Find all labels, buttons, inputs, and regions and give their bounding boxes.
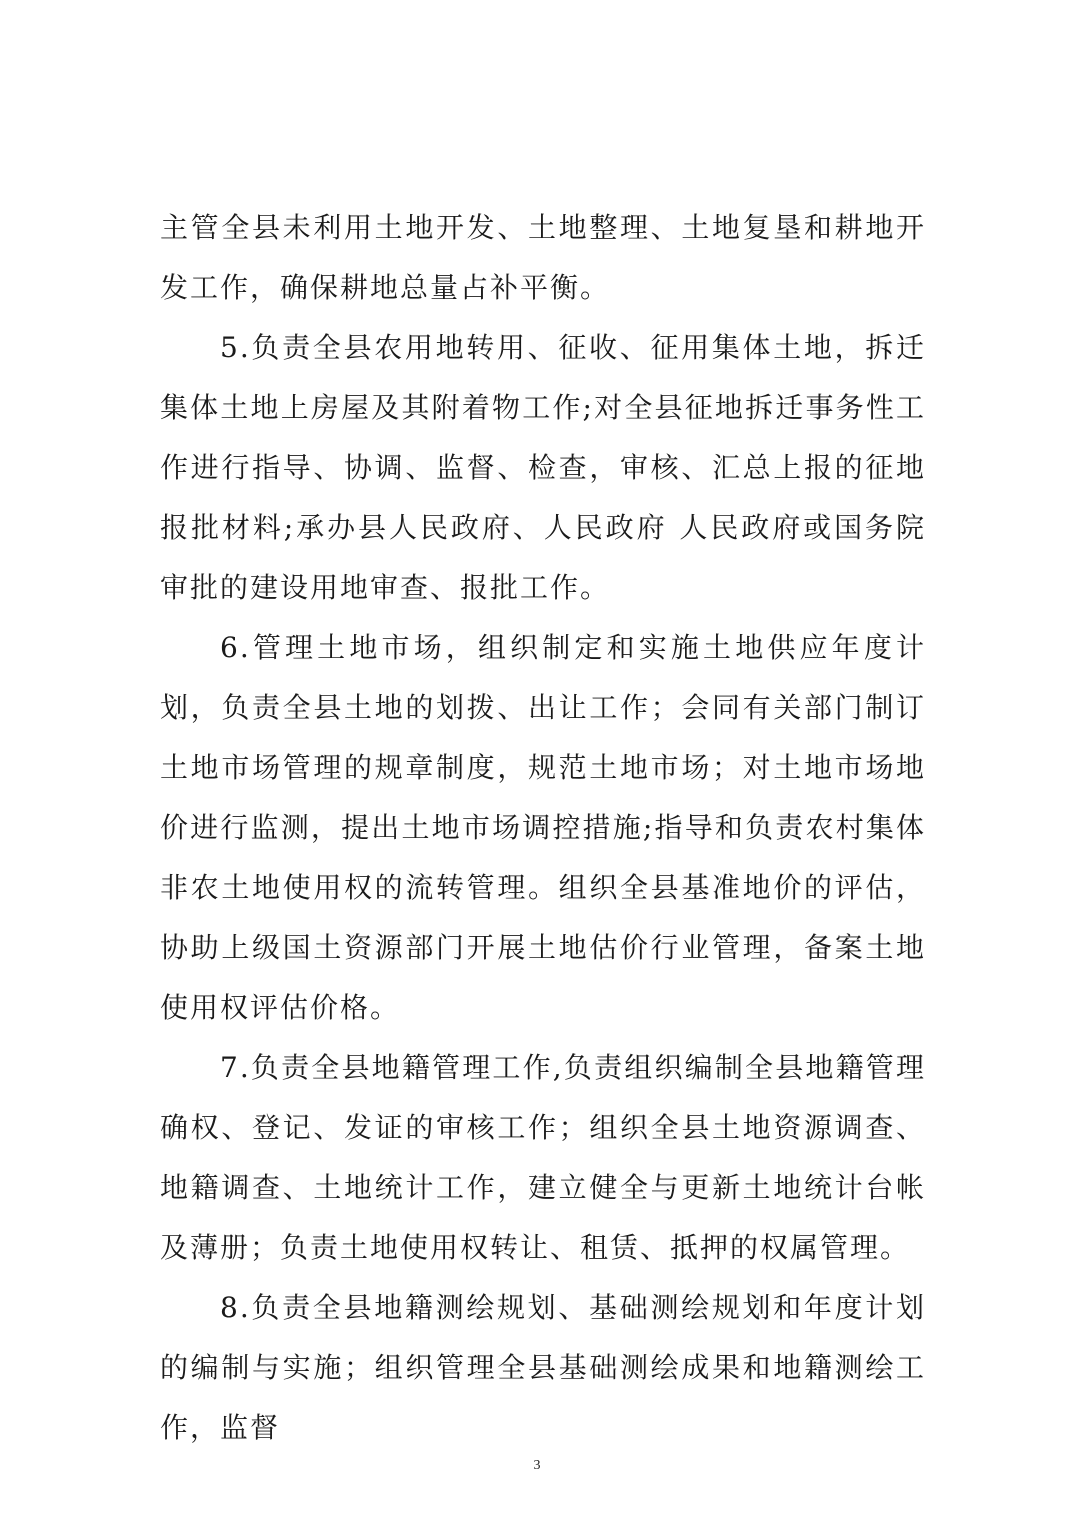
paragraph-item-5: 5.负责全县农用地转用、征收、征用集体土地，拆迁集体土地上房屋及其附着物工作;对全县征地拆迁事务性工作进行指导、协调、监督、检查，审核、汇总上报的征地报批材料;承办县人民政府、人民政府 人民政府或国务院审批的建设用地审查、报批工作。 (160, 331, 926, 604)
page-number: 3 (533, 1458, 541, 1473)
paragraph-continuation: 主管全县未利用土地开发、土地整理、土地复垦和耕地开发工作，确保耕地总量占补平衡。 (160, 211, 926, 304)
paragraph-item-7: 7.负责全县地籍管理工作,负责组织编制全县地籍管理确权、登记、发证的审核工作；组织全县土地资源调查、地籍调查、土地统计工作，建立健全与更新土地统计台帐及薄册；负责土地使用权转让、租赁、抵押的权属管理。 (160, 1051, 926, 1264)
paragraph-item-8: 8.负责全县地籍测绘规划、基础测绘规划和年度计划的编制与实施；组织管理全县基础测绘成果和地籍测绘工作，监督 (160, 1291, 926, 1444)
paragraph-item-6: 6.管理土地市场，组织制定和实施土地供应年度计划，负责全县土地的划拨、出让工作；会同有关部门制订土地市场管理的规章制度，规范土地市场；对土地市场地价进行监测，提出土地市场调控措施;指导和负责农村集体非农土地使用权的流转管理。组织全县基准地价的评估，协助上级国土资源部门开展土地估价行业管理，备案土地使用权评估价格。 (160, 631, 926, 1024)
body-text (160, 198, 926, 1458)
